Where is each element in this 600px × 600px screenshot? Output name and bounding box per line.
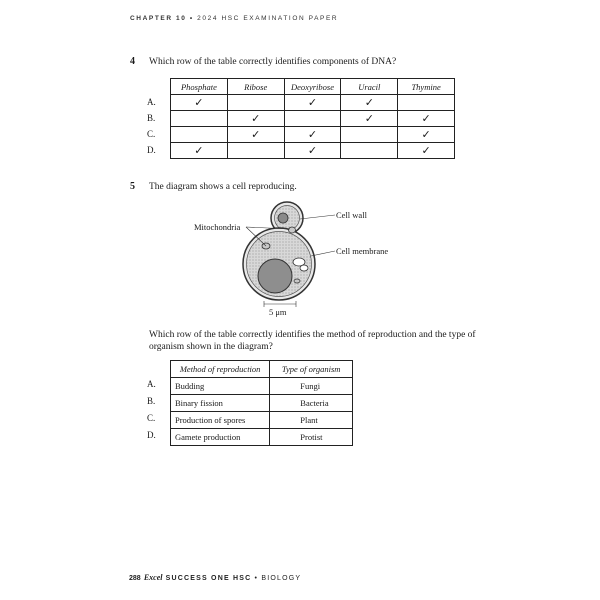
yeast-cell-diagram — [180, 196, 420, 320]
dna-components-table — [170, 78, 455, 159]
page-number: 288 — [129, 575, 141, 582]
tick-cell — [284, 111, 341, 127]
col-deoxyribose: Deoxyribose — [284, 79, 341, 95]
mitochondria-label: Mitochondria — [194, 222, 241, 232]
reproduction-table — [170, 360, 353, 446]
cell-membrane-label: Cell membrane — [336, 246, 389, 256]
q4-row-label-b: B. — [147, 113, 156, 123]
tick-cell — [341, 127, 398, 143]
question-5-prompt-line-2: organism shown in the diagram? — [149, 342, 273, 352]
vacuole — [300, 265, 308, 271]
table-row — [171, 143, 455, 159]
table-row — [171, 395, 353, 412]
q5-row-label-d: D. — [147, 430, 156, 440]
table-row — [171, 127, 455, 143]
method-cell: Binary fission — [171, 395, 270, 412]
col-thymine: Thymine — [398, 79, 455, 95]
cell-body — [243, 202, 315, 300]
col-organism: Type of organism — [270, 361, 353, 378]
paper-title: 2024 HSC EXAMINATION PAPER — [197, 15, 339, 22]
brand-name: Excel — [143, 573, 163, 582]
table-row — [171, 95, 455, 111]
tick-cell: ✓ — [284, 95, 341, 111]
organism-cell: Bacteria — [270, 395, 353, 412]
tick-cell: ✓ — [171, 95, 228, 111]
col-phosphate: Phosphate — [171, 79, 228, 95]
tick-cell: ✓ — [227, 127, 284, 143]
q4-row-label-c: C. — [147, 129, 156, 139]
tick-cell — [398, 95, 455, 111]
page-footer — [129, 573, 301, 582]
tick-cell — [171, 127, 228, 143]
footer-separator: • — [254, 575, 259, 582]
tick-cell: ✓ — [398, 111, 455, 127]
q5-row-label-a: A. — [147, 379, 156, 389]
tick-cell: ✓ — [341, 111, 398, 127]
header-separator: • — [189, 15, 194, 22]
mitochondrion — [289, 227, 296, 233]
scale-bar-label: 5 μm — [269, 307, 287, 317]
tick-cell: ✓ — [341, 95, 398, 111]
tick-cell — [227, 143, 284, 159]
col-ribose: Ribose — [227, 79, 284, 95]
col-method: Method of reproduction — [171, 361, 270, 378]
q4-row-label-d: D. — [147, 145, 156, 155]
table-header-row — [171, 361, 353, 378]
tick-cell: ✓ — [171, 143, 228, 159]
method-cell: Production of spores — [171, 412, 270, 429]
tick-cell: ✓ — [284, 143, 341, 159]
col-uracil: Uracil — [341, 79, 398, 95]
table-row — [171, 412, 353, 429]
tick-cell — [227, 95, 284, 111]
table-row — [171, 429, 353, 446]
tick-cell: ✓ — [284, 127, 341, 143]
tick-cell: ✓ — [227, 111, 284, 127]
table-row — [171, 111, 455, 127]
bud-nucleus — [278, 213, 288, 223]
table-header-row — [171, 79, 455, 95]
question-5-text: The diagram shows a cell reproducing. — [149, 182, 297, 192]
organism-cell: Fungi — [270, 378, 353, 395]
question-4-text: Which row of the table correctly identifies components of DNA? — [149, 57, 397, 67]
q4-row-label-a: A. — [147, 97, 156, 107]
nucleus — [258, 259, 292, 293]
method-cell: Budding — [171, 378, 270, 395]
organism-cell: Plant — [270, 412, 353, 429]
tick-cell — [341, 143, 398, 159]
tick-cell: ✓ — [398, 143, 455, 159]
running-header — [130, 15, 338, 22]
question-5-prompt-line-1: Which row of the table correctly identifies the method of reproduction and the type of — [149, 330, 476, 340]
chapter-label: CHAPTER 10 — [130, 15, 187, 22]
mitochondrion — [294, 279, 300, 283]
table-row — [171, 378, 353, 395]
tick-cell: ✓ — [398, 127, 455, 143]
subject-name: BIOLOGY — [261, 575, 302, 582]
method-cell: Gamete production — [171, 429, 270, 446]
tick-cell — [171, 111, 228, 127]
q5-row-label-b: B. — [147, 396, 156, 406]
cell-wall-label: Cell wall — [336, 210, 367, 220]
question-4-number: 4 — [130, 56, 135, 67]
series-name: SUCCESS ONE HSC — [165, 575, 252, 582]
organism-cell: Protist — [270, 429, 353, 446]
q5-row-label-c: C. — [147, 413, 156, 423]
question-5-number: 5 — [130, 181, 135, 192]
